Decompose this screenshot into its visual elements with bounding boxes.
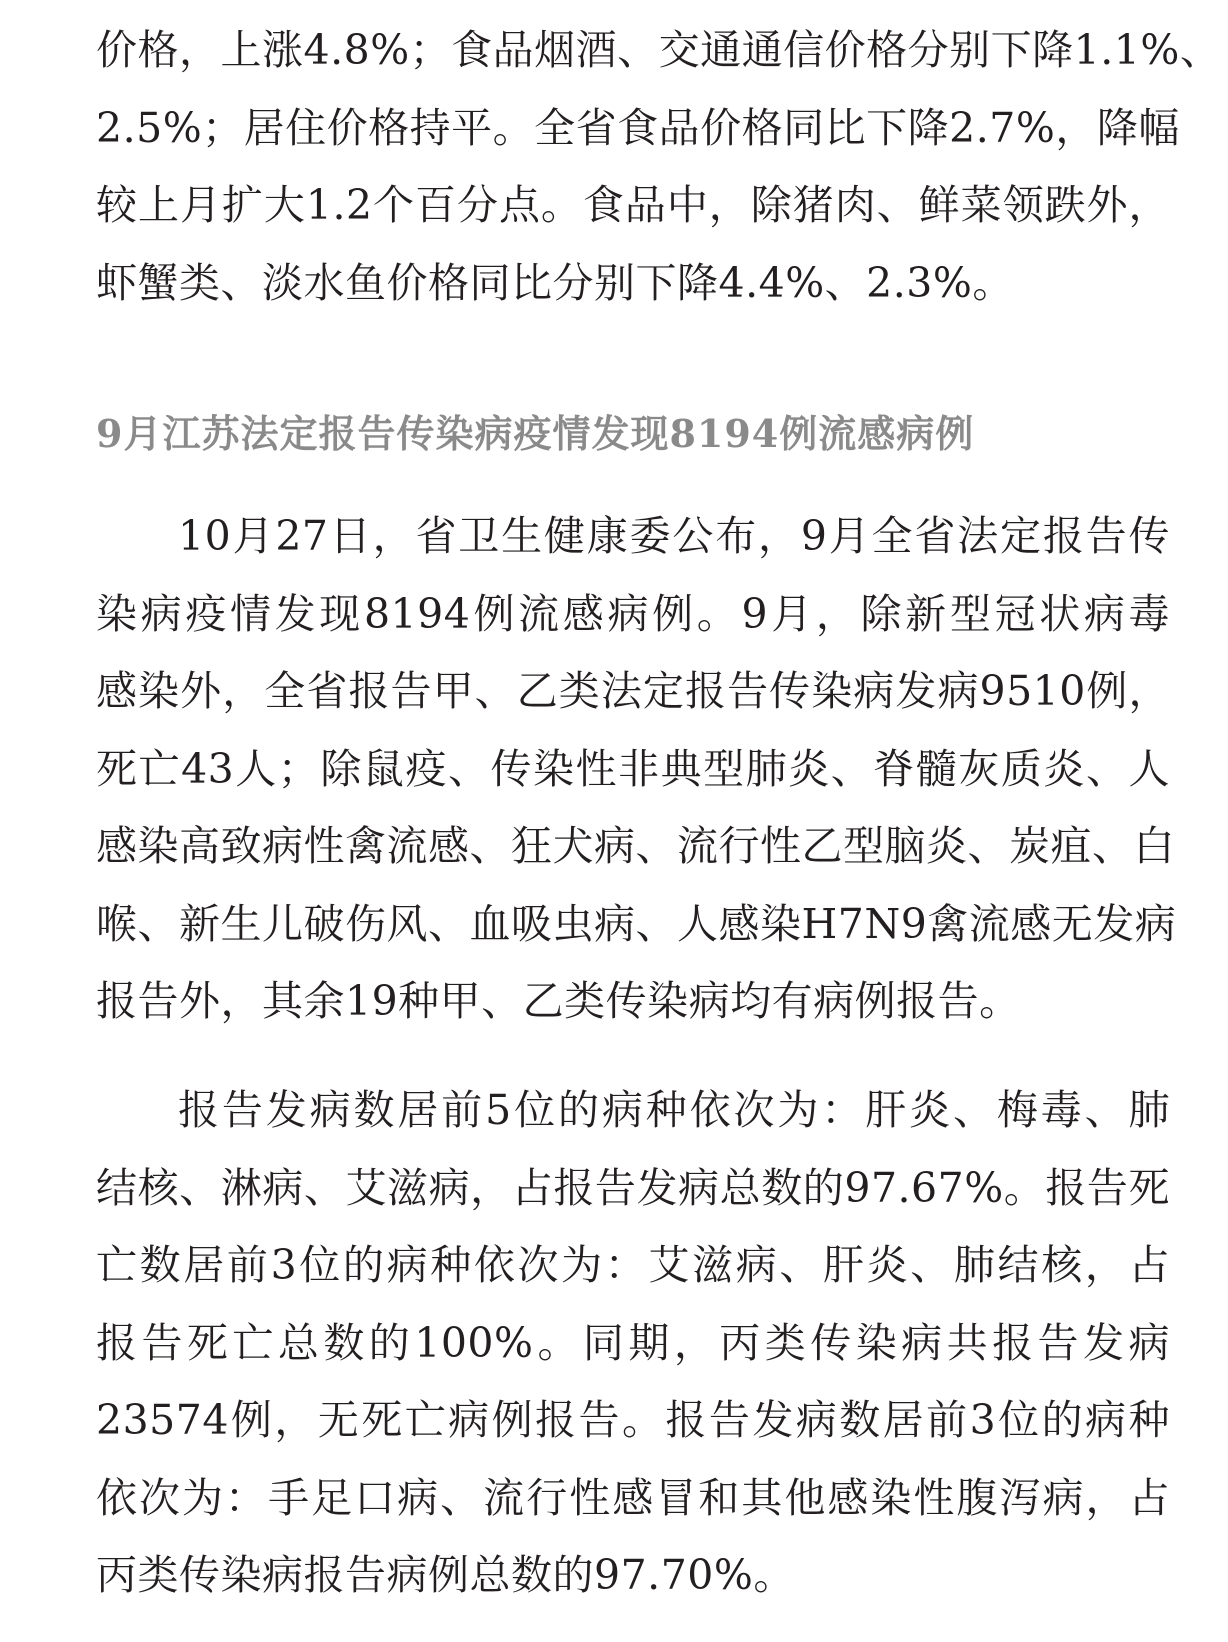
text-line: 报告外，其余19种甲、乙类传染病均有病例报告。 <box>96 977 1021 1025</box>
section-heading: 9月江苏法定报告传染病疫情发现8194例流感病例 <box>96 411 975 456</box>
text-line: 报告发病数居前5位的病种依次为：肝炎、梅毒、肺 <box>178 1086 1170 1134</box>
text-line: 价格，上涨4.8%；食品烟酒、交通通信价格分别下降1.1%、 <box>96 26 1222 74</box>
intro-paragraph <box>96 12 1222 322</box>
text-line: 丙类传染病报告病例总数的97.70%。 <box>96 1551 795 1599</box>
text-line: 亡数居前3位的病种依次为：艾滋病、肝炎、肺结核，占 <box>96 1241 1170 1289</box>
text-line: 较上月扩大1.2个百分点。食品中，除猪肉、鲜菜领跌外， <box>96 181 1170 229</box>
paragraph-1 <box>96 498 1177 1041</box>
text-line: 报告死亡总数的100%。同期，丙类传染病共报告发病 <box>96 1318 1170 1367</box>
text-line: 结核、淋病、艾滋病，占报告发病总数的97.67%。报告死 <box>96 1163 1170 1212</box>
text-line: 喉、新生儿破伤风、血吸虫病、人感染H7N9禽流感无发病 <box>96 899 1177 948</box>
text-line: 死亡43人；除鼠疫、传染性非典型肺炎、脊髓灰质炎、人 <box>96 744 1170 793</box>
text-line: 23574例，无死亡病例报告。报告发病数居前3位的病种 <box>96 1396 1170 1444</box>
text-line: 10月27日，省卫生健康委公布，9月全省法定报告传 <box>178 512 1170 560</box>
text-line: 感染高致病性禽流感、狂犬病、流行性乙型脑炎、炭疽、白 <box>96 822 1175 870</box>
text-line: 虾蟹类、淡水鱼价格同比分别下降4.4%、2.3%。 <box>96 258 1014 307</box>
text-line: 感染外，全省报告甲、乙类法定报告传染病发病9510例， <box>96 667 1170 715</box>
text-line: 染病疫情发现8194例流感病例。9月，除新型冠状病毒 <box>96 589 1170 638</box>
text-line: 2.5%；居住价格持平。全省食品价格同比下降2.7%，降幅 <box>96 103 1180 152</box>
text-line: 依次为：手足口病、流行性感冒和其他感染性腹泻病，占 <box>96 1473 1170 1522</box>
paragraph-2 <box>96 1072 1170 1615</box>
